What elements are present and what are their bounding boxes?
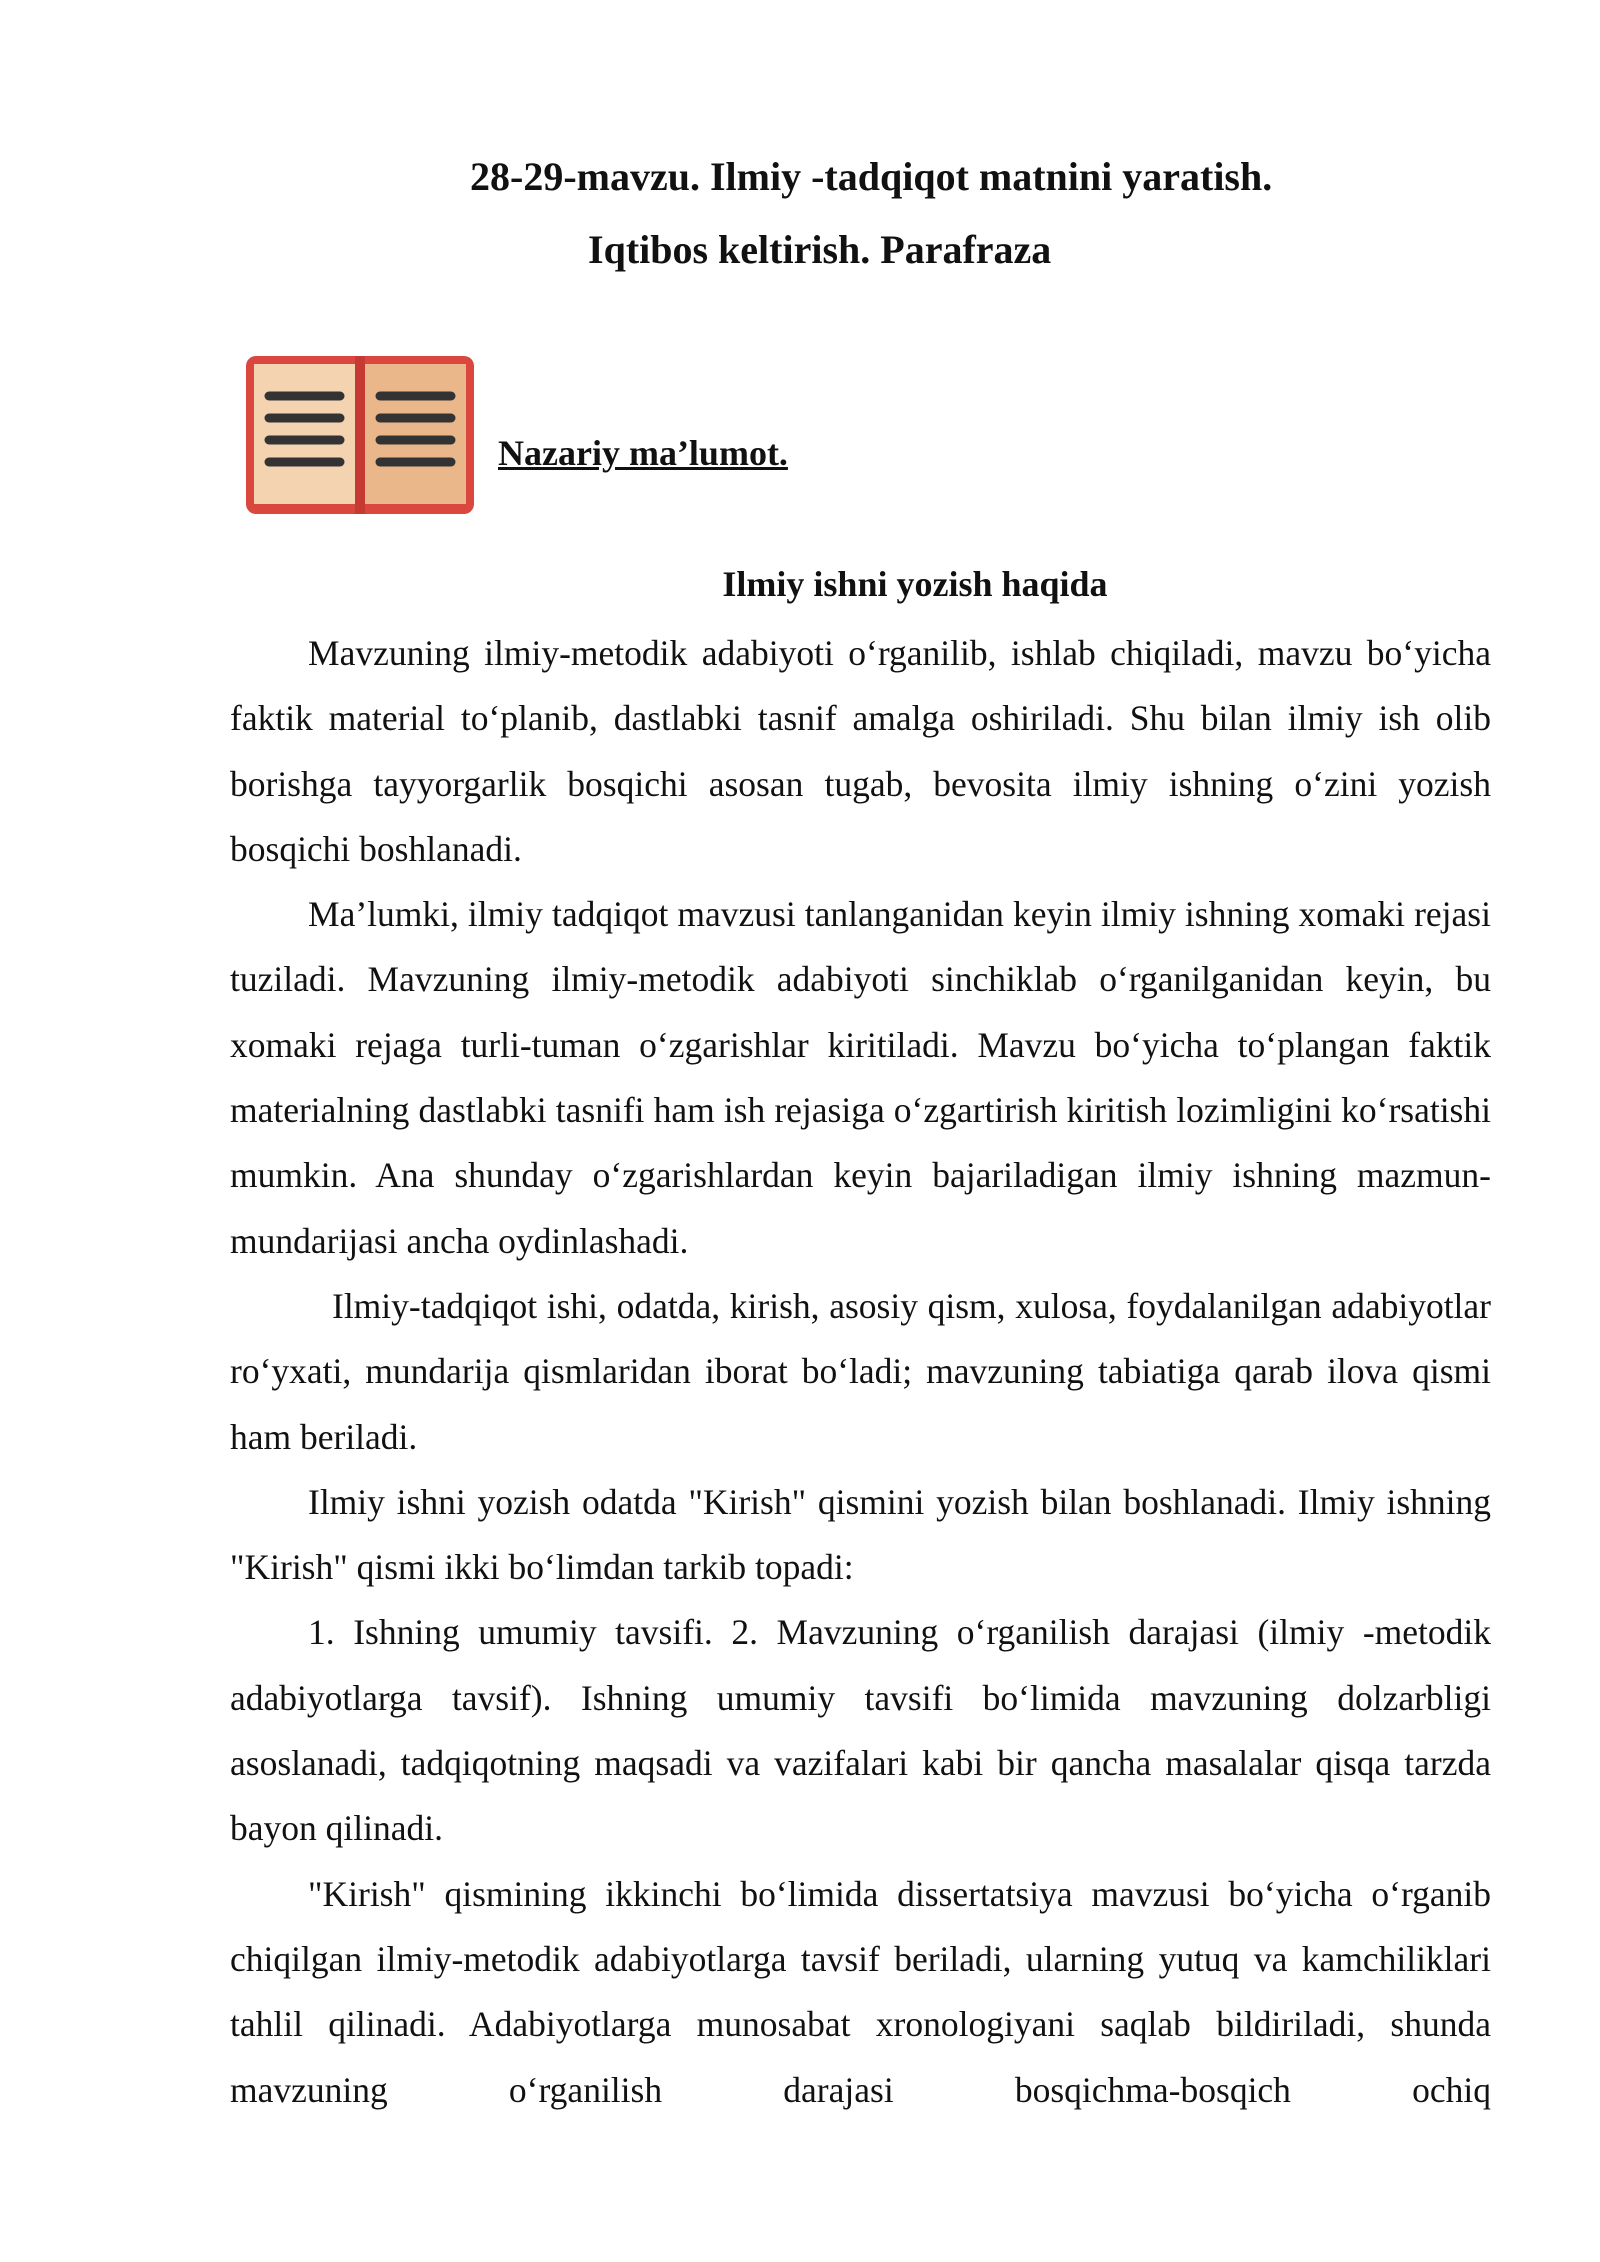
paragraph: "Kirish" qismining ikkinchi bo‘limida dissertatsiya mavzusi bo‘yicha o‘rganib chiqilgan ilmiy-metodik adabiyotlarga tavsif beriladi, ularning yutuq va kamchiliklari tahlil qilinadi. Adabiyotlarga munosabat xronologiyani saqlab bildiriladi, shunda mavzuning o‘rganilish darajasi bosqichma-bosqich ochiq bbox=[230, 1873, 1491, 2110]
body-text bbox=[230, 621, 1491, 2123]
paragraph: Ma’lumki, ilmiy tadqiqot mavzusi tanlanganidan keyin ilmiy ishning xomaki rejasi tuziladi. Mavzuning ilmiy-metodik adabiyoti sinchiklab o‘rganilganidan keyin, bu xomaki rejaga turli-tuman o‘zgarishlar kiritiladi. Mavzu bo‘yicha to‘plangan faktik materialning dastlabki tasnifi ham ish rejasiga o‘zgartirish kiritish lozimligini ko‘rsatishi mumkin. Ana shunday o‘zgarishlardan keyin bajariladigan ilmiy ishning mazmun-mundarijasi ancha oydinlashadi. bbox=[230, 894, 1491, 1261]
page-title-line-2: Iqtibos keltirish. Parafraza bbox=[588, 227, 1052, 272]
open-book-icon bbox=[244, 354, 476, 516]
paragraph: 1. Ishning umumiy tavsifi. 2. Mavzuning o‘rganilish darajasi (ilmiy -metodik adabiyotlarga tavsif). Ishning umumiy tavsifi bo‘limida mavzuning dolzarbligi asoslanadi, tadqiqotning maqsadi va vazifalari kabi bir qancha masalalar qisqa tarzda bayon qilinadi. bbox=[230, 1612, 1491, 1849]
section-heading: Ilmiy ishni yozish haqida bbox=[722, 564, 1108, 604]
theory-label: Nazariy ma’lumot. bbox=[498, 433, 788, 473]
paragraph: Ilmiy-tadqiqot ishi, odatda, kirish, asosiy qism, xulosa, foydalanilgan adabiyotlar ro‘yxati, mundarija qismlaridan iborat bo‘ladi; mavzuning tabiatiga qarab ilova qismi ham beriladi. bbox=[230, 1285, 1491, 1457]
paragraph: Mavzuning ilmiy-metodik adabiyoti o‘rganilib, ishlab chiqiladi, mavzu bo‘yicha faktik material to‘planib, dastlabki tasnif amalga oshiriladi. Shu bilan ilmiy ish olib borishga tayyorgarlik bosqichi asosan tugab, bevosita ilmiy ishning o‘zini yozish bosqichi boshlanadi. bbox=[230, 633, 1491, 869]
paragraph: Ilmiy ishni yozish odatda "Kirish" qismini yozish bilan boshlanadi. Ilmiy ishning "Kirish" qismi ikki bo‘limdan tarkib topadi: bbox=[230, 1481, 1491, 1588]
page-title-line-1: 28-29-mavzu. Ilmiy -tadqiqot matnini yaratish. bbox=[470, 154, 1273, 199]
